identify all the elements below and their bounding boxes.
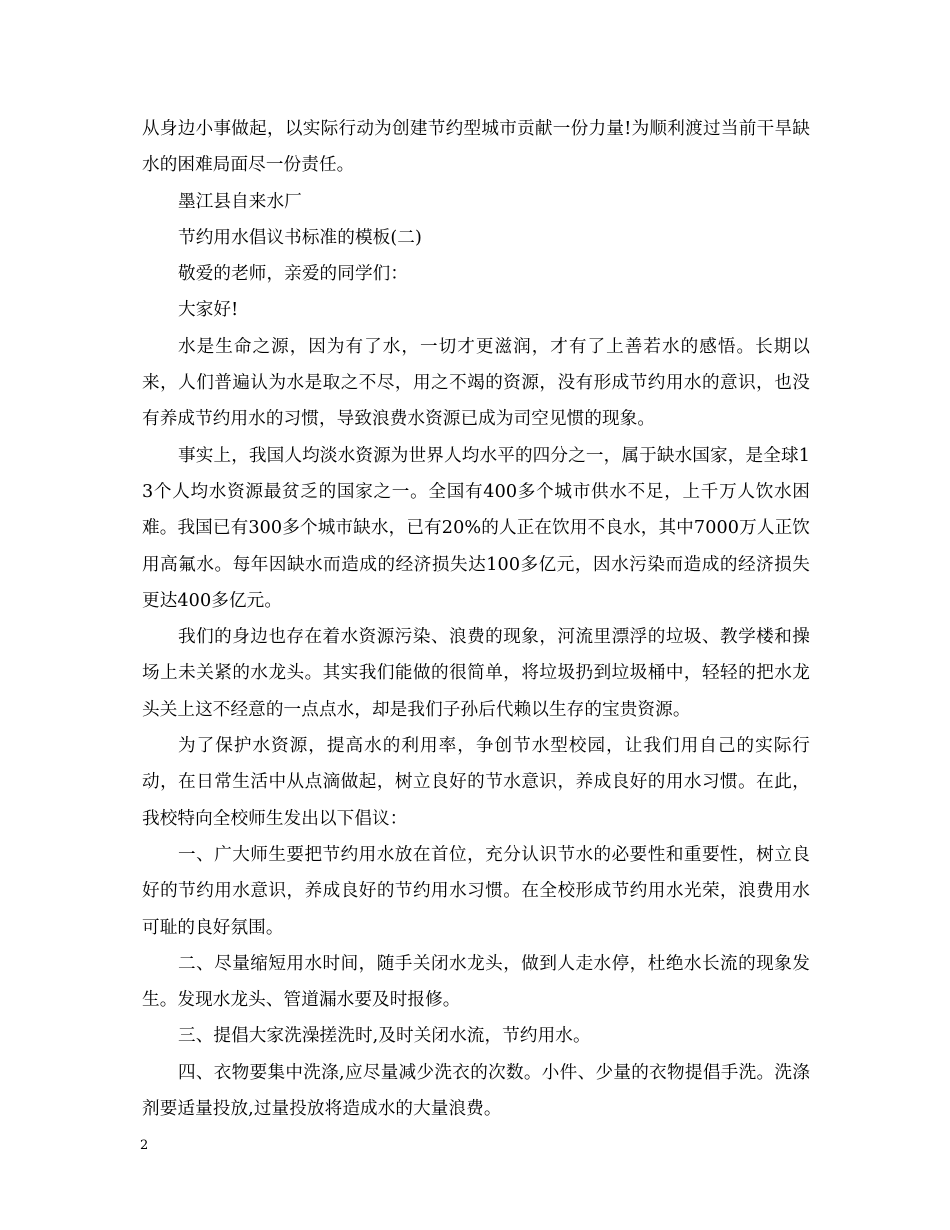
salutation: 敬爱的老师，亲爱的同学们： xyxy=(178,264,409,285)
initiative-item-4: 四、衣物要集中洗涤,应尽量减少洗衣的次数。小件、少量的衣物提倡手洗。洗涤剂要适量投放,过量投放将造成水的大量浪费。 xyxy=(142,1062,810,1120)
signature-line: 墨江县自来水厂 xyxy=(178,191,302,212)
greeting: 大家好! xyxy=(178,300,239,321)
paragraph-1: 从身边小事做起，以实际行动为创建节约型城市贡献一份力量!为顺利渡过当前干旱缺水的困难局面尽一份责任。 xyxy=(142,119,810,176)
paragraph-initiative-intro: 为了保护水资源，提高水的利用率，争创节水型校园，让我们用自己的实际行动，在日常生活中从点滴做起，树立良好的节水意识，养成良好的用水习惯。在此，我校特向全校师生发出以下倡议： xyxy=(142,736,810,829)
section-title: 节约用水倡议书标准的模板(二) xyxy=(178,227,422,248)
initiative-item-3: 三、提倡大家洗澡搓洗时,及时关闭水流，节约用水。 xyxy=(178,1026,591,1047)
paragraph-facts: 事实上，我国人均淡水资源为世界人均水平的四分之一，属于缺水国家，是全球13个人均水资源最贫乏的国家之一。全国有400多个城市供水不足，上千万人饮水困难。我国已有300多个城市缺水，已有20%的人正在饮用不良水，其中7000万人正饮用高氟水。每年因缺水而造成的经济损失达100多亿元，因水污染而造成的经济损失更达400多亿元。 xyxy=(142,445,810,611)
document-body xyxy=(142,111,810,1127)
initiative-item-1: 一、广大师生要把节约用水放在首位，充分认识节水的必要性和重要性，树立良好的节约用水意识，养成良好的节约用水习惯。在全校形成节约用水光荣，浪费用水可耻的良好氛围。 xyxy=(142,844,810,938)
page-number: 2 xyxy=(140,1138,149,1153)
paragraph-waste: 我们的身边也存在着水资源污染、浪费的现象，河流里漂浮的垃圾、教学楼和操场上未关紧的水龙头。其实我们能做的很简单，将垃圾扔到垃圾桶中，轻轻的把水龙头关上这不经意的一点点水，却是我们子孙后代赖以生存的宝贵资源。 xyxy=(142,627,810,720)
paragraph-water-source: 水是生命之源，因为有了水，一切才更滋润，才有了上善若水的感悟。长期以来，人们普遍认为水是取之不尽，用之不竭的资源，没有形成节约用水的意识，也没有养成节约用水的习惯，导致浪费水资源已成为司空见惯的现象。 xyxy=(142,336,810,430)
initiative-item-2: 二、尽量缩短用水时间，随手关闭水龙头，做到人走水停，杜绝水长流的现象发生。发现水龙头、管道漏水要及时报修。 xyxy=(142,953,810,1011)
